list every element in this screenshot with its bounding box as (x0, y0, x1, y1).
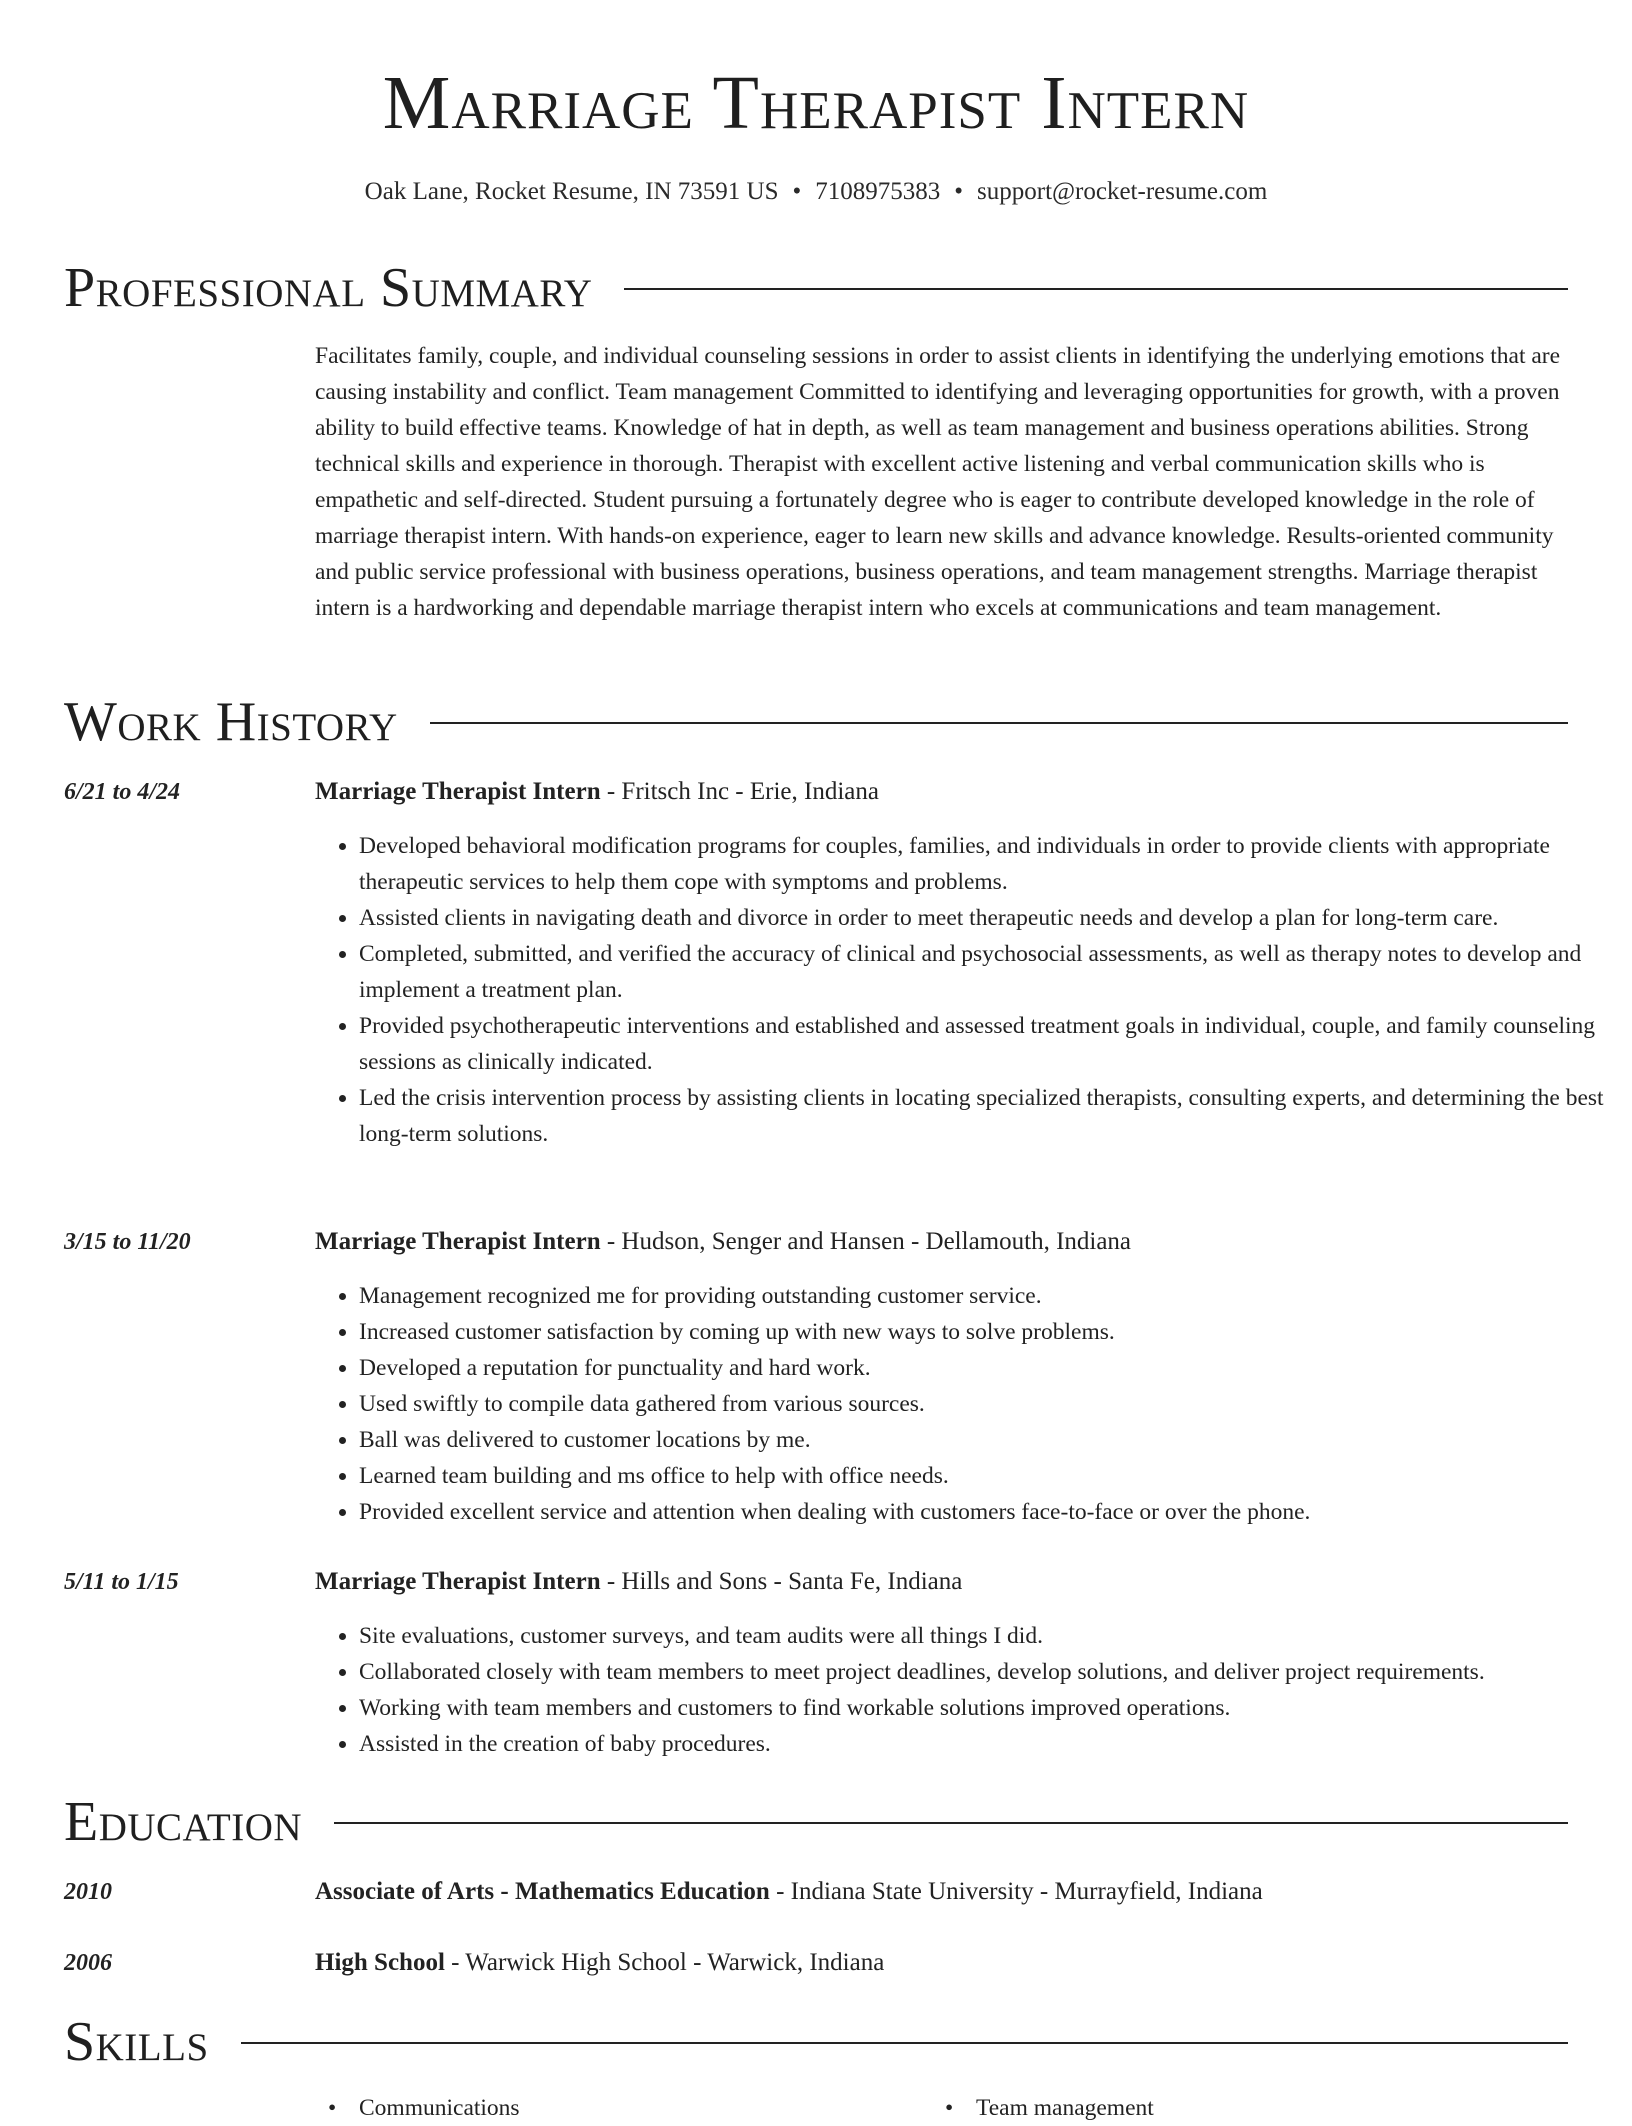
work-date: 6/21 to 4/24 (64, 779, 181, 805)
work-bullets (315, 1278, 1612, 1530)
list-item: • Management recognized me for providing outstanding customer service. (359, 1278, 1612, 1314)
job-details: - Fritsch Inc - Erie, Indiana (600, 778, 879, 805)
section-divider (624, 288, 1568, 290)
section-divider (241, 2042, 1568, 2044)
education-line (315, 1945, 1568, 1981)
education-details: - Warwick High School - Warwick, Indiana (444, 1949, 885, 1976)
list-item: • Provided psychotherapeutic interventions and established and assessed treatment goals in individual, couple, and family counseling sessions as clinically indicated. (359, 1008, 1612, 1080)
work-title-line (315, 1564, 1568, 1600)
contact-line (0, 174, 1632, 210)
list-item: • Assisted clients in navigating death and divorce in order to meet therapeutic needs and develop a plan for long-term care. (359, 900, 1612, 936)
list-item: • Led the crisis intervention process by assisting clients in locating specialized therapists, consulting experts, and determining the best long-term solutions. (359, 1080, 1612, 1152)
list-item: • Site evaluations, customer surveys, and team audits were all things I did. (359, 1618, 1612, 1654)
degree: High School (315, 1949, 445, 1976)
degree: Associate of Arts - Mathematics Education (315, 1878, 770, 1905)
work-title-line (315, 774, 1568, 810)
contact-email: support@rocket-resume.com (977, 178, 1268, 205)
skill-item: • Team management (932, 2090, 1154, 2126)
job-title: Marriage Therapist Intern (315, 778, 601, 805)
work-section-title: Work History (64, 691, 398, 753)
education-year: 2006 (64, 1950, 112, 1976)
job-details: - Hills and Sons - Santa Fe, Indiana (600, 1568, 963, 1595)
list-item: • Developed behavioral modification programs for couples, families, and individuals in order to provide clients with appropriate therapeutic services to help them cope with symptoms and problems. (359, 828, 1612, 900)
list-item: • Working with team members and customers to find workable solutions improved operations. (359, 1690, 1612, 1726)
education-details: - Indiana State University - Murrayfield, Indiana (769, 1878, 1263, 1905)
contact-address: Oak Lane, Rocket Resume, IN 73591 US (364, 178, 779, 205)
job-title: Marriage Therapist Intern (315, 1568, 601, 1595)
candidate-name: Marriage Therapist Intern (382, 61, 1250, 145)
list-item: • Collaborated closely with team members to meet project deadlines, develop solutions, and deliver project requirements. (359, 1654, 1612, 1690)
contact-separator: • (954, 178, 964, 205)
job-details: - Hudson, Senger and Hansen - Dellamouth, Indiana (600, 1228, 1132, 1255)
work-bullets (315, 828, 1612, 1152)
list-item: • Used swiftly to compile data gathered from various sources. (359, 1386, 1612, 1422)
work-bullets (315, 1618, 1612, 1762)
education-section-title: Education (64, 1791, 303, 1853)
summary-text: Facilitates family, couple, and individual counseling sessions in order to assist clients in identifying the underlying emotions that are causing instability and conflict. Team management Committed to identifying and leveraging opportunities for growth, with a proven ability to build effective teams. Knowledge of hat in depth, as well as team management and business operations abilities. Strong technical skills and experience in thorough. Therapist with excellent active listening and verbal communication skills who is empathetic and self-directed. Student pursuing a fortunately degree who is eager to contribute developed knowledge in the role of marriage therapist intern. With hands-on experience, eager to learn new skills and advance knowledge. Results-oriented community and public service professional with business operations, business operations, and team management strengths. Marriage therapist intern is a hardworking and dependable marriage therapist intern who excels at communications and team management. (315, 343, 1561, 621)
list-item: • Learned team building and ms office to help with office needs. (359, 1458, 1612, 1494)
education-line (315, 1874, 1568, 1910)
list-item: • Ball was delivered to customer locations by me. (359, 1422, 1612, 1458)
list-item: • Developed a reputation for punctuality and hard work. (359, 1350, 1612, 1386)
contact-separator: • (792, 178, 802, 205)
list-item: • Provided excellent service and attention when dealing with customers face-to-face or over the phone. (359, 1494, 1612, 1530)
summary-section-header (64, 256, 1568, 320)
skills-section-header (64, 2010, 1568, 2074)
work-title-line (315, 1224, 1568, 1260)
list-item: • Completed, submitted, and verified the accuracy of clinical and psychosocial assessments, as well as therapy notes to develop and implement a treatment plan. (359, 936, 1612, 1008)
work-date: 3/15 to 11/20 (64, 1229, 191, 1255)
list-item: • Increased customer satisfaction by coming up with new ways to solve problems. (359, 1314, 1612, 1350)
work-date: 5/11 to 1/15 (64, 1569, 179, 1595)
skills-section-title: Skills (64, 2011, 209, 2073)
education-year: 2010 (64, 1879, 112, 1905)
section-divider (334, 1822, 1568, 1824)
list-item: • Assisted in the creation of baby procedures. (359, 1726, 1612, 1762)
skill-item: • Communications (315, 2090, 520, 2126)
education-section-header (64, 1790, 1568, 1854)
job-title: Marriage Therapist Intern (315, 1228, 601, 1255)
section-divider (430, 722, 1568, 724)
work-section-header (64, 690, 1568, 754)
contact-phone: 7108975383 (815, 178, 941, 205)
summary-section-title: Professional Summary (64, 257, 593, 319)
